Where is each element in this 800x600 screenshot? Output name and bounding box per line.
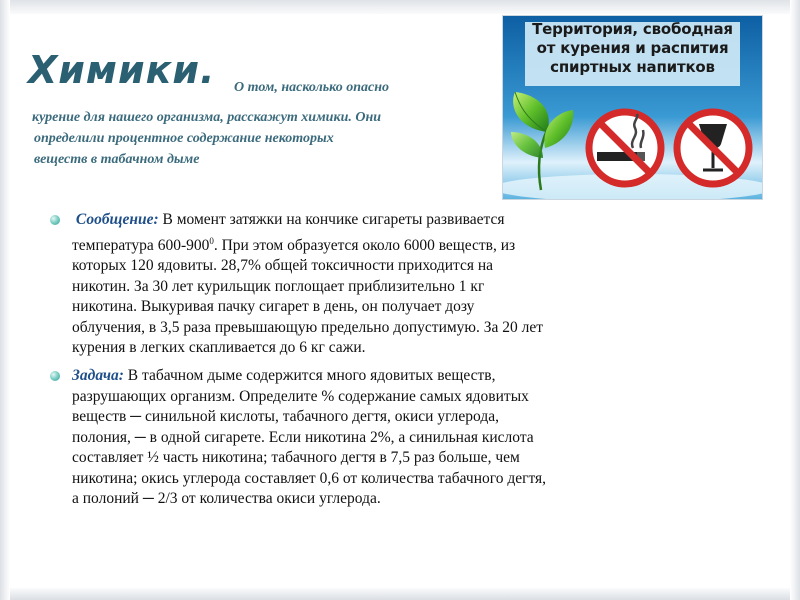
message-label: Сообщение: bbox=[75, 211, 159, 228]
green-leaf-icon bbox=[507, 88, 577, 193]
task-line: а полоний ─ 2/3 от количества окиси углерода. bbox=[72, 490, 381, 507]
task-line: полония, ─ в одной сигарете. Если никотина 2%, а синильная кислота bbox=[72, 428, 534, 446]
no-alcohol-icon bbox=[673, 108, 753, 188]
subtitle-line: веществ в табачном дыме bbox=[34, 152, 200, 167]
subtitle-line: О том, насколько опасно bbox=[234, 80, 389, 95]
degree-superscript: 0 bbox=[209, 235, 214, 246]
message-line: никотин. За 30 лет курильщик поглощает приблизительно 1 кг bbox=[72, 277, 485, 295]
message-line: никотина. Выкуривая пачку сигарет в день, он получает дозу bbox=[72, 298, 475, 316]
task-line: разрушающих организм. Определите % содержание самых ядовитых bbox=[72, 387, 529, 405]
banner-caption bbox=[503, 20, 762, 77]
message-line: которых 120 ядовиты. 28,7% общей токсичности приходится на bbox=[72, 257, 494, 275]
bullet-icon bbox=[50, 215, 60, 225]
message-line bbox=[72, 231, 543, 257]
message-first-line bbox=[72, 210, 543, 231]
frame-bottom bbox=[0, 588, 800, 600]
message-line: облучения, в 3,5 раза превышающую предельно допустимую. За 20 лет bbox=[72, 318, 544, 336]
task-block bbox=[50, 366, 546, 510]
message-paragraph bbox=[50, 210, 543, 359]
message-text: В момент затяжки на кончике сигареты развивается bbox=[162, 211, 505, 228]
task-line: никотина; окись углерода составляет 0,6 от количества табачного дегтя, bbox=[72, 469, 547, 487]
frame-left bbox=[0, 0, 10, 600]
bullet-icon bbox=[50, 371, 60, 381]
message-text: температура 600-900 bbox=[72, 236, 210, 254]
task-line: составляет ½ часть никотина; табачного дегтя в 7,5 раз больше, чем bbox=[72, 449, 520, 466]
frame-top bbox=[0, 0, 800, 14]
no-smoking-icon bbox=[585, 108, 665, 188]
banner-line: Территория, свободная bbox=[532, 20, 733, 38]
task-line: веществ ─ синильной кислоты, табачного дегтя, окиси углерода, bbox=[72, 408, 499, 425]
banner-image bbox=[502, 15, 763, 200]
slide-title: Химики. bbox=[28, 48, 216, 92]
message-line: курения в легких скапливается до 6 кг сажи. bbox=[72, 339, 366, 357]
message-text: . При этом образуется около 6000 веществ, из bbox=[213, 236, 516, 254]
task-label: Задача: bbox=[72, 367, 124, 384]
task-first-line bbox=[72, 366, 546, 387]
frame-right bbox=[790, 0, 800, 600]
subtitle-line: курение для нашего организма, расскажут химики. Они bbox=[32, 110, 382, 125]
banner-line: от курения и распития bbox=[536, 39, 729, 57]
task-text: В табачном дыме содержится много ядовитых веществ, bbox=[127, 367, 496, 384]
subtitle-line: определили процентное содержание некоторых bbox=[34, 131, 334, 146]
task-paragraph bbox=[50, 366, 546, 510]
message-block bbox=[50, 210, 543, 359]
banner-line: спиртных напитков bbox=[550, 58, 715, 76]
